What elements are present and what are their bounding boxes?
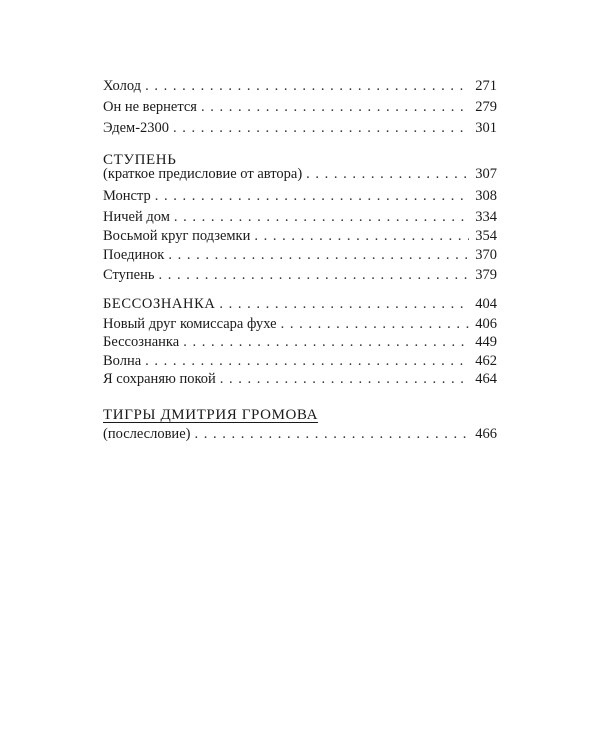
toc-entry-page: 462 <box>475 353 497 369</box>
toc-leader-dots <box>281 314 470 334</box>
toc-leader-dots <box>194 424 469 444</box>
toc-leader-dots <box>145 351 469 371</box>
toc-leader-dots <box>201 97 469 117</box>
toc-entry-title: Ступень <box>103 267 155 283</box>
toc-entry-title: Поединок <box>103 247 165 263</box>
toc-leader-dots <box>254 226 469 246</box>
toc-entry-title: Волна <box>103 353 142 369</box>
toc-entry-title: Новый друг комиссара фухе <box>103 316 277 332</box>
toc-entry-page: 466 <box>475 426 497 442</box>
toc-entry <box>103 164 497 184</box>
toc-entry-page: 406 <box>475 316 497 332</box>
toc-entry <box>103 265 497 285</box>
toc-entry-page: 308 <box>475 188 497 204</box>
toc-entry-page: 354 <box>475 228 497 244</box>
toc-entry <box>103 118 497 138</box>
toc-entry-title: (послесловие) <box>103 426 191 442</box>
toc-entry <box>103 424 497 444</box>
toc-section-title: БЕССОЗНАНКА <box>103 296 216 312</box>
toc-leader-dots <box>155 186 470 206</box>
toc-entry-page: 464 <box>475 371 497 387</box>
toc-entry <box>103 245 497 265</box>
toc-entry-title: Эдем-2300 <box>103 120 170 136</box>
toc-leader-dots <box>168 245 469 265</box>
toc-entry-title: Восьмой круг подземки <box>103 228 251 244</box>
toc-leader-dots <box>174 207 469 227</box>
toc-entry <box>103 186 497 206</box>
toc-entry-page: 279 <box>475 99 497 115</box>
toc-entry <box>103 351 497 371</box>
section-heading: СТУПЕНЬ <box>103 152 177 168</box>
toc-entry-title: Бессознанка <box>103 334 180 350</box>
toc-entry-page: 271 <box>475 78 497 94</box>
toc-entry-page: 404 <box>475 296 497 312</box>
toc-entry <box>103 97 497 117</box>
toc-entry-page: 449 <box>475 334 497 350</box>
toc-leader-dots <box>145 76 469 96</box>
toc-entry-page: 307 <box>475 166 497 182</box>
toc-entry-title: Ничей дом <box>103 209 170 225</box>
toc-entry-page: 370 <box>475 247 497 263</box>
toc-leader-dots <box>173 118 469 138</box>
toc-section-entry <box>103 294 497 314</box>
toc-leader-dots <box>158 265 469 285</box>
toc-leader-dots <box>219 294 469 314</box>
toc-leader-dots <box>220 369 469 389</box>
toc-entry-title: Монстр <box>103 188 151 204</box>
toc-entry-title: Холод <box>103 78 142 94</box>
toc-entry <box>103 314 497 334</box>
toc-leader-dots <box>183 332 469 352</box>
toc-leader-dots <box>306 164 469 184</box>
toc-entry <box>103 226 497 246</box>
section-heading: ТИГРЫ ДМИТРИЯ ГРОМОВА <box>103 407 319 423</box>
toc-entry-page: 379 <box>475 267 497 283</box>
toc-entry-page: 334 <box>475 209 497 225</box>
toc-entry <box>103 369 497 389</box>
toc-entry-title: Я сохраняю покой <box>103 371 216 387</box>
toc-entry <box>103 76 497 96</box>
toc-entry <box>103 207 497 227</box>
toc-entry-title: Он не вернется <box>103 99 197 115</box>
toc-entry <box>103 332 497 352</box>
toc-entry-page: 301 <box>475 120 497 136</box>
toc-entry-title: (краткое предисловие от автора) <box>103 166 303 182</box>
